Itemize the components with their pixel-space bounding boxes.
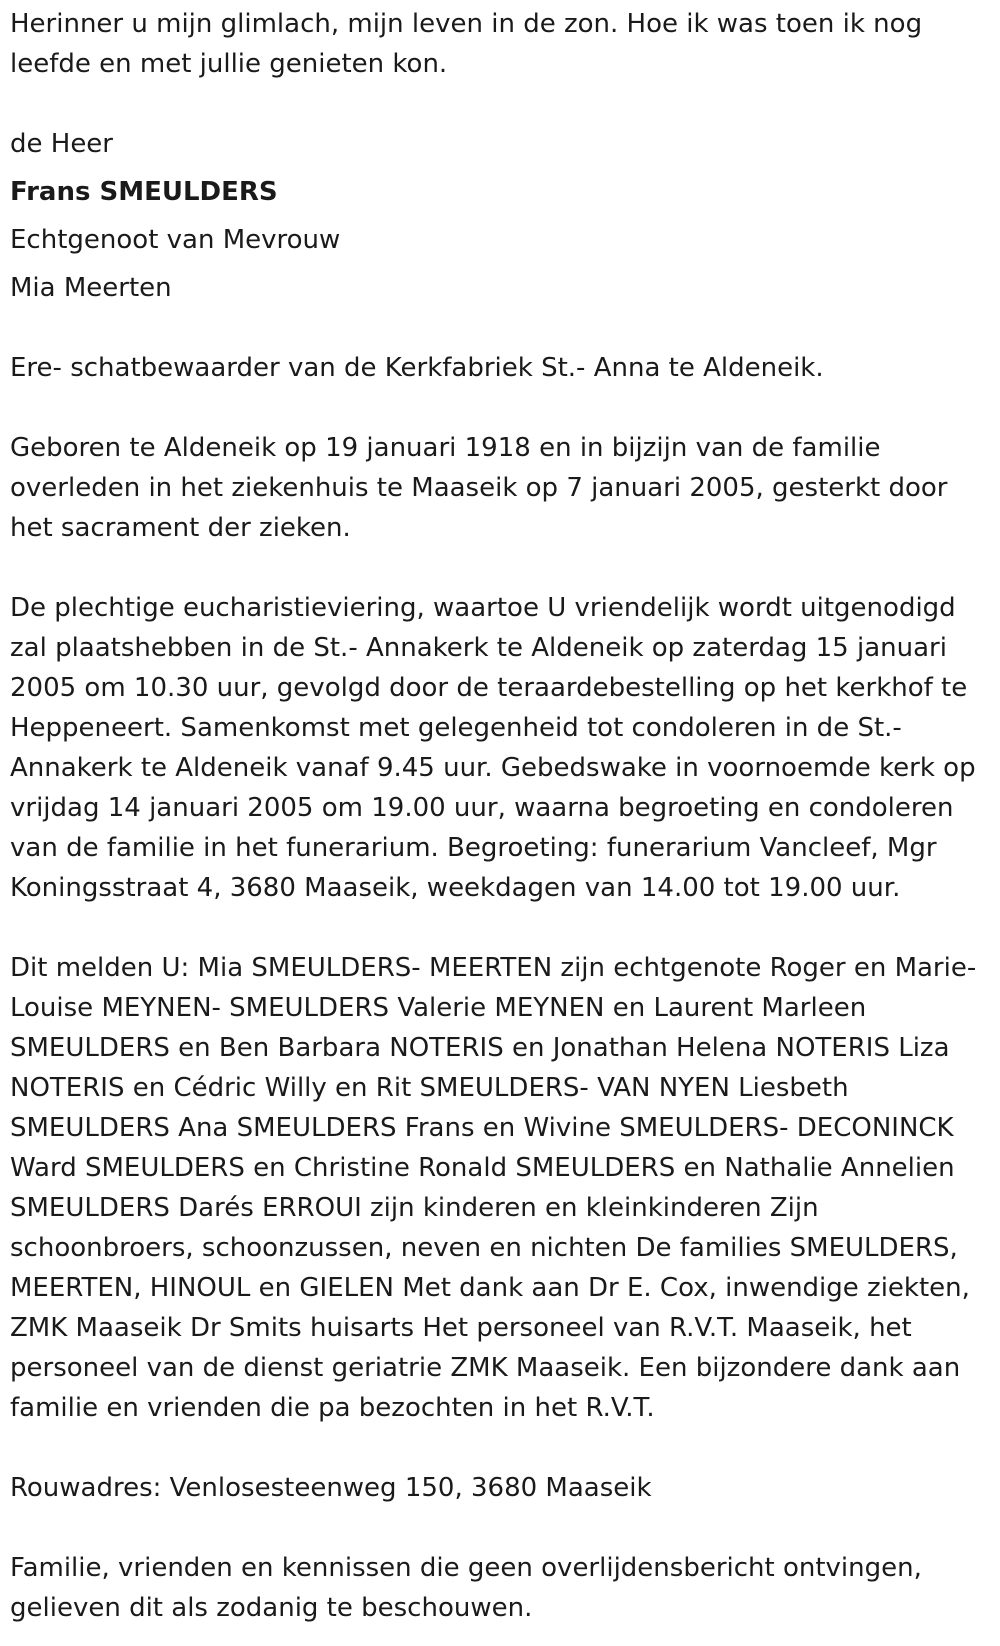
spouse-intro: Echtgenoot van Mevrouw — [10, 225, 341, 255]
birth-death-paragraph: Geboren te Aldeneik op 19 januari 1918 en in bijzijn van de familie overleden in het ziekenhuis te Maaseik op 7 januari 2005, gesterkt door het sacrament der zieken. — [10, 433, 948, 543]
ceremony-paragraph: De plechtige eucharistieviering, waartoe U vriendelijk wordt uitgenodigd zal plaatshebben in de St.- Annakerk te Aldeneik op zaterdag 15 januari 2005 om 10.30 uur, gevolgd door de teraardebestelling op het kerkhof te Heppeneert. Samenkomst met gelegenheid tot condoleren in de St.- Annakerk te Aldeneik vanaf 9.45 uur. Gebedswake in voornoemde kerk op vrijdag 14 januari 2005 om 19.00 uur, waarna begroeting en condoleren van de familie in het funerarium. Begroeting: funerarium Vancleef, Mgr Koningsstraat 4, 3680 Maaseik, weekdagen van 14.00 tot 19.00 uur. — [10, 593, 976, 903]
closing-note: Familie, vrienden en kennissen die geen overlijdensbericht ontvingen, gelieven dit als zodanig te beschouwen. — [10, 1553, 922, 1623]
deceased-title: de Heer — [10, 129, 113, 159]
deceased-name: Frans SMEULDERS — [10, 177, 278, 207]
mourning-address: Rouwadres: Venlosesteenweg 150, 3680 Maaseik — [10, 1473, 652, 1503]
honorary-role: Ere- schatbewaarder van de Kerkfabriek St.- Anna te Aldeneik. — [10, 353, 824, 383]
opening-verse: Herinner u mijn glimlach, mijn leven in de zon. Hoe ik was toen ik nog leefde en met jullie genieten kon. — [10, 9, 923, 79]
spouse-name: Mia Meerten — [10, 273, 172, 303]
deceased-block — [10, 124, 990, 308]
family-paragraph: Dit melden U: Mia SMEULDERS- MEERTEN zijn echtgenote Roger en Marie- Louise MEYNEN- SMEULDERS Valerie MEYNEN en Laurent Marleen SMEULDERS en Ben Barbara NOTERIS en Jonathan Helena NOTERIS Liza NOTERIS en Cédric Willy en Rit SMEULDERS- VAN NYEN Liesbeth SMEULDERS Ana SMEULDERS Frans en Wivine SMEULDERS- DECONINCK Ward SMEULDERS en Christine Ronald SMEULDERS en Nathalie Annelien SMEULDERS Darés ERROUI zijn kinderen en kleinkinderen Zijn schoonbroers, schoonzussen, neven en nichten De families SMEULDERS, MEERTEN, HINOUL en GIELEN Met dank aan Dr E. Cox, inwendige ziekten, ZMK Maaseik Dr Smits huisarts Het personeel van R.V.T. Maaseik, het personeel van de dienst geriatrie ZMK Maaseik. Een bijzondere dank aan familie en vrienden die pa bezochten in het R.V.T. — [10, 953, 977, 1423]
